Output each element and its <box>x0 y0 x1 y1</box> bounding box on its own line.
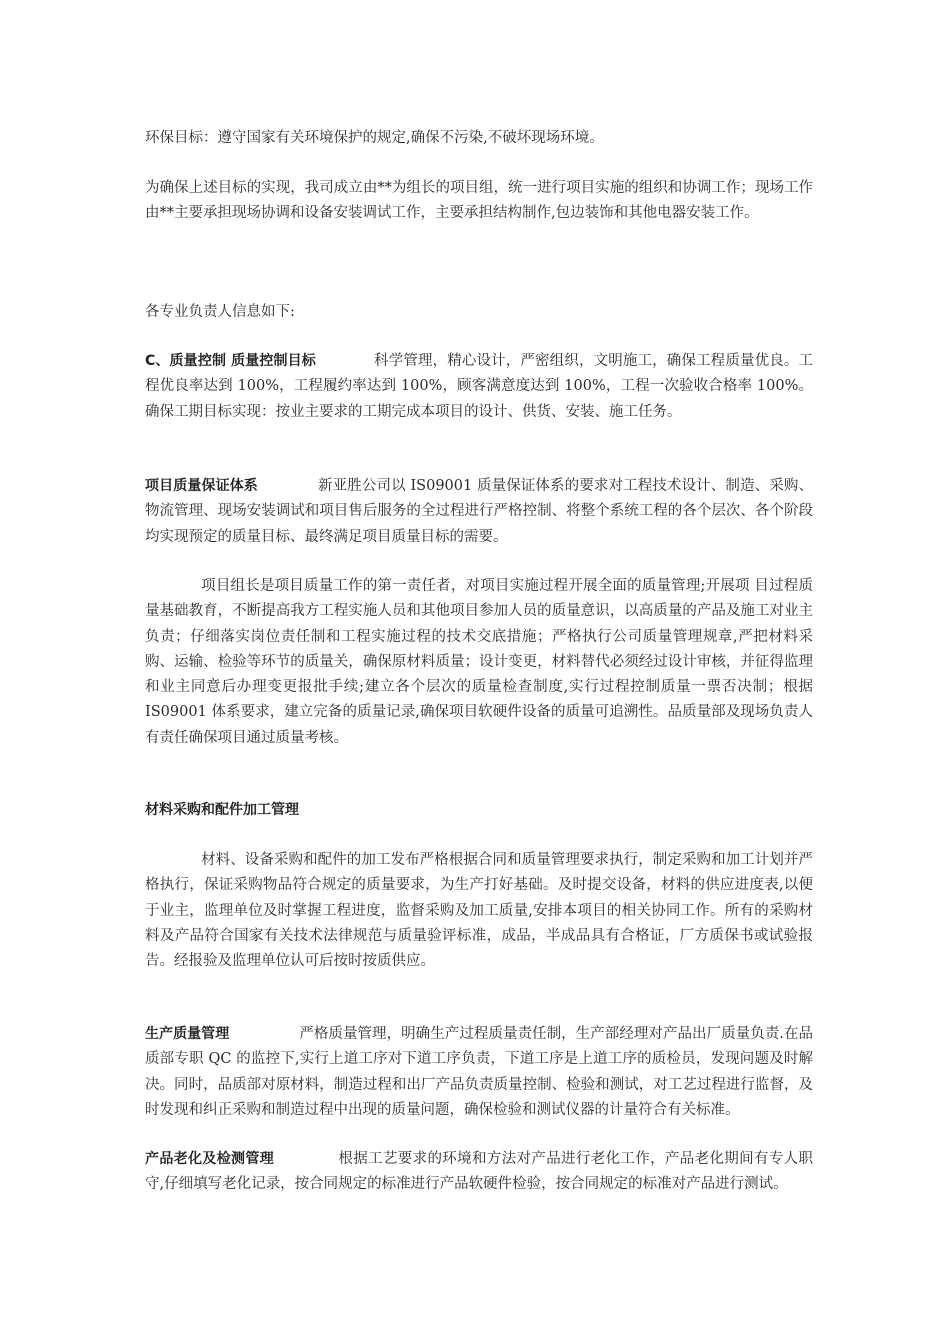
aging-test-paragraph <box>145 1147 813 1198</box>
env-goal-paragraph <box>145 126 813 151</box>
quality-control-heading: C、质量控制 质量控制目标 <box>145 353 316 369</box>
leaders-intro-text: 各专业负责人信息如下: <box>145 304 295 320</box>
team-text: 为确保上述目标的实现，我司成立由**为组长的项目组，统一进行项目实施的组织和协调工作；现场工作由**主要承担现场协调和设备安装调试工作，主要承担结构制作,包边装饰和其他电器安装工作。 <box>145 180 813 222</box>
quality-control-text: 科学管理，精心设计，严密组织，文明施工，确保工程质量优良。工程优良率达到 100%，工程履约率达到 100%，顾客满意度达到 100%，工程一次验收合格率 100%。确保工期目标实现：按业主要求的工期完成本项目的设计、供货、安装、施工任务。 <box>145 353 813 420</box>
production-quality-heading: 生产质量管理 <box>145 1026 230 1042</box>
aging-test-text: 根据工艺要求的环境和方法对产品进行老化工作，产品老化期间有专人职守,仔细填写老化记录，按合同规定的标准进行产品软硬件检验，按合同规定的标准对产品进行测试。 <box>145 1151 814 1193</box>
env-goal-text: 环保目标：遵守国家有关环境保护的规定,确保不污染,不破坏现场环境。 <box>145 130 604 146</box>
procurement-heading-paragraph <box>145 798 813 823</box>
qa-system-paragraph <box>145 474 813 550</box>
aging-test-heading: 产品老化及检测管理 <box>145 1151 275 1167</box>
qa-system-text: 新亚胜公司以 IS09001 质量保证体系的要求对工程技术设计、制造、采购、物流管理、现场安装调试和项目售后服务的全过程进行严格控制、将整个系统工程的各个层次、各个阶段均实现预定的质量目标、最终满足项目质量目标的需要。 <box>145 478 813 545</box>
project-leader-text: 项目组长是项目质量工作的第一责任者，对项目实施过程开展全面的质量管理;开展项 目过程质量基础教育，不断提高我方工程实施人员和其他项目参加人员的质量意识，以高质量的产品及施工对业主负责；仔细落实岗位责任制和工程实施过程的技术交底措施；严格执行公司质量管理规章,严把材料采购、运输、检验等环节的质量关，确保原材料质量；设计变更，材料替代必须经过设计审核，并征得监理和业主同意后办理变更报批手续;建立各个层次的质量检查制度,实行过程控制质量一票否决制；根据 IS09001 体系要求，建立完备的质量记录,确保项目软硬件设备的质量可追溯性。品质量部及现场负责人有责任确保项目通过质量考核。 <box>145 578 813 746</box>
project-leader-paragraph <box>145 574 813 751</box>
production-quality-text: 严格质量管理，明确生产过程质量责任制，生产部经理对产品出厂质量负责.在品质部专职 QC 的监控下,实行上道工序对下道工序负责，下道工序是上道工序的质检员，发现问题及时解决。同时，品质部对原材料，制造过程和出厂产品负责质量控制、检验和测试，对工艺过程进行监督，及时发现和纠正采购和制造过程中出现的质量问题，确保检验和测试仪器的计量符合有关标准。 <box>145 1026 814 1118</box>
team-paragraph <box>145 176 813 227</box>
qa-system-heading: 项目质量保证体系 <box>145 478 258 494</box>
quality-control-paragraph <box>145 349 813 425</box>
production-quality-paragraph <box>145 1022 813 1123</box>
leaders-intro-paragraph <box>145 300 813 325</box>
procurement-paragraph <box>145 848 813 974</box>
procurement-text: 材料、设备采购和配件的加工发布严格根据合同和质量管理要求执行，制定采购和加工计划并严格执行，保证采购物品符合规定的质量要求，为生产打好基础。及时提交设备，材料的供应进度表,以便于业主，监理单位及时掌握工程进度，监督采购及加工质量,安排本项目的相关协同工作。所有的采购材料及产品符合国家有关技术法律规范与质量验评标准，成品，半成品具有合格证，厂方质保书或试验报告。经报验及监理单位认可后按时按质供应。 <box>145 852 813 970</box>
procurement-heading: 材料采购和配件加工管理 <box>145 802 299 818</box>
